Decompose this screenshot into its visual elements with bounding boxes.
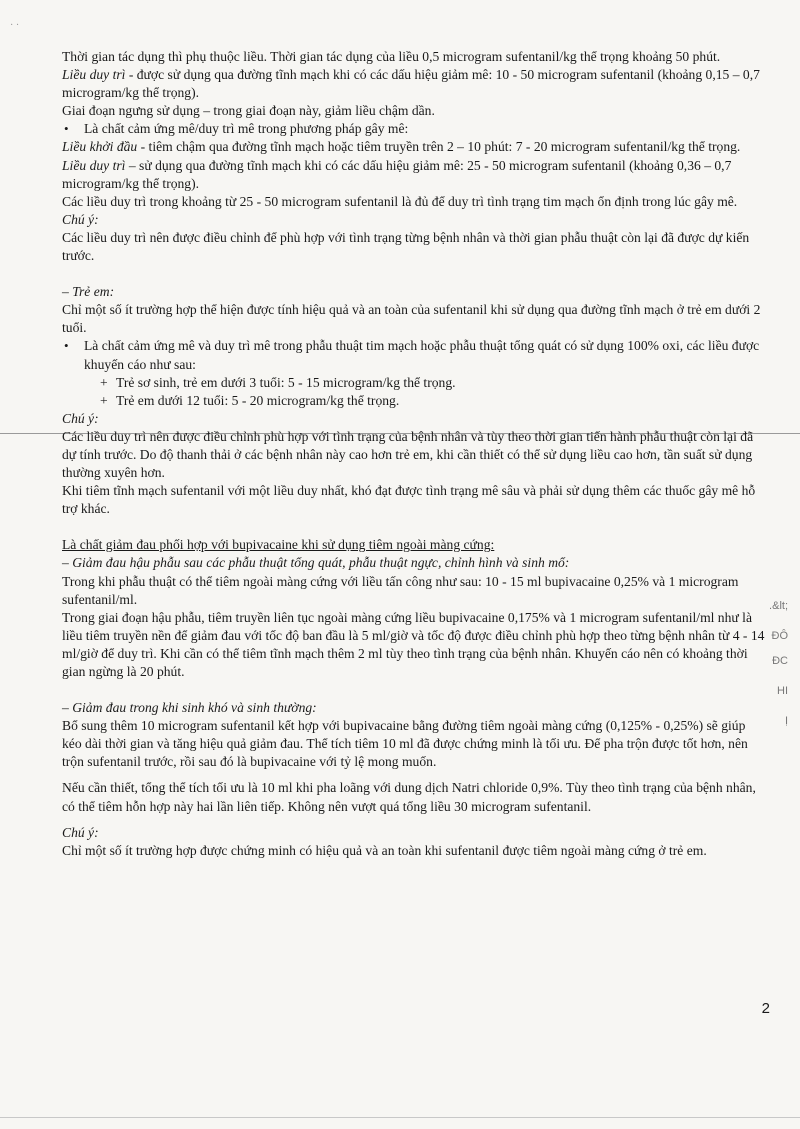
scan-dots: · · <box>10 20 20 31</box>
paragraph: Trong khi phẫu thuật có thể tiêm ngoài màng cứng với liều tấn công như sau: 10 - 15 ml bupivacaine 0,25% và 1 microgram sufentanil/ml. <box>62 573 739 607</box>
paragraph: Thời gian tác dụng thì phụ thuộc liều. Thời gian tác dụng của liều 0,5 microgram sufentanil/kg thể trọng khoảng 50 phút. <box>62 49 721 64</box>
subsection-heading: – Giảm đau hậu phẫu sau các phẫu thuật tổng quát, phẫu thuật ngực, chỉnh hình và sinh mổ: <box>62 555 570 571</box>
paragraph: Liều khởi đầu - tiêm chậm qua đường tĩnh mạch hoặc tiêm truyền trên 2 – 10 phút: 7 - 20 microgram sufentanil/kg thể trọng. <box>62 139 741 155</box>
sub-item: + Trẻ em dưới 12 tuổi: 5 - 20 microgram/kg thể trọng. <box>62 392 768 410</box>
paragraph: Liều duy trì – sử dụng qua đường tĩnh mạch khi có các dấu hiệu giảm mê: 25 - 50 microgram sufentanil (khoảng 0,36 – 0,7 microgram/kg thể trọng). <box>62 157 732 191</box>
paragraph: Các liều duy trì nên được điều chỉnh phù hợp với tình trạng của bệnh nhân và tùy theo thời gian tiến hành phẫu thuật còn lại đã dự tính trước. Do độ thanh thải ở các bệnh nhân này cao hơn trẻ em, khi cần thiết có thể sử dụng liều cao hơn, tần suất sử dụng thường xuyên hơn. <box>62 428 754 481</box>
scan-bottom-line <box>0 1117 800 1118</box>
plus-icon: + <box>100 374 108 390</box>
sub-item: + Trẻ sơ sinh, trẻ em dưới 3 tuổi: 5 - 15 microgram/kg thể trọng. <box>62 374 768 392</box>
margin-stamp-mark: Ị <box>784 715 788 727</box>
paragraph: Chỉ một số ít trường hợp thể hiện được tính hiệu quả và an toàn của sufentanil khi sử dụng qua đường tĩnh mạch ở trẻ em dưới 2 tuổi. <box>62 302 761 336</box>
paragraph: Khi tiêm tĩnh mạch sufentanil với một liều duy nhất, khó đạt được tình trạng mê sâu và phải sử dụng thêm các thuốc gây mê hỗ trợ khác. <box>62 483 756 517</box>
margin-stamp-mark: ĐC <box>772 655 788 667</box>
paragraph: Bổ sung thêm 10 microgram sufentanil kết hợp với bupivacaine bằng đường tiêm ngoài màng cứng (0,125% - 0,25%) sẽ giúp kéo dài thời gian và tăng hiệu quả giảm đau. Thể tích tiêm 10 ml đã được chứng minh là tối ưu. Để pha trộn được tốt hơn, nên trộn sufentanil trước, rồi sau đó là bupivacaine với tỷ lệ mong muốn. <box>62 718 748 770</box>
paragraph: Trong giai đoạn hậu phẫu, tiêm truyền liên tục ngoài màng cứng liều bupivacaine 0,175% và 1 microgram sufentanil/ml như là liều tiêm truyền nền để giảm đau với tốc độ ban đầu là 5 ml/giờ và tốc độ được điều chỉnh phù hợp theo từng bệnh nhân từ 4 - 14 ml/giờ để duy trì. Khi cần có thể tiêm tĩnh mạch thêm 2 ml tùy theo tình trạng của bệnh nhân. Khuyến cáo nên có khoảng thời gian ngừng là 20 phút. <box>62 609 765 679</box>
paragraph: Các liều duy trì trong khoảng từ 25 - 50 microgram sufentanil là đủ để duy trì tình trạng tim mạch ổn định trong lúc gây mê. <box>62 193 738 209</box>
page-number: 2 <box>761 1000 770 1017</box>
margin-stamp-mark: HI <box>777 685 788 697</box>
bullet-item: • Là chất cảm ứng mê/duy trì mê trong phương pháp gây mê: <box>62 120 768 138</box>
paragraph: Chỉ một số ít trường hợp được chứng minh có hiệu quả và an toàn khi sufentanil được tiêm ngoài màng cứng ở trẻ em. <box>62 842 707 858</box>
note-heading: Chú ý: <box>62 824 99 840</box>
note-heading: Chú ý: <box>62 410 99 426</box>
section-heading-children: – Trẻ em: <box>62 284 115 300</box>
paragraph: Các liều duy trì nên được điều chỉnh để phù hợp với tình trạng từng bệnh nhân và thời gian phẫu thuật còn lại đã được dự kiến trước. <box>62 229 750 264</box>
note-heading: Chú ý: <box>62 211 99 227</box>
subsection-heading: – Giảm đau trong khi sinh khó và sinh thường: <box>62 700 317 716</box>
bullet-item: • Là chất cảm ứng mê và duy trì mê trong phẫu thuật tim mạch hoặc phẫu thuật tổng quát có sử dụng 100% oxi, các liều được khuyến cáo như sau: <box>62 337 768 373</box>
paragraph: Nếu cần thiết, tổng thể tích tối ưu là 10 ml khi pha loãng với dung dịch Natri chloride 0,9%. Tùy theo tình trạng của bệnh nhân, có thể tiêm hỗn hợp này hai lần liên tiếp. Không nên vượt quá tổng liều 30 microgram sufentanil. <box>62 780 756 814</box>
section-heading-epidural: Là chất giảm đau phối hợp với bupivacaine khi sử dụng tiêm ngoài màng cứng: <box>62 537 495 553</box>
margin-stamp-mark: .&lt; <box>769 600 788 612</box>
paragraph: Giai đoạn ngưng sử dụng – trong giai đoạn này, giảm liều chậm dần. <box>62 103 435 119</box>
margin-stamp-mark: ĐÔ <box>771 630 788 642</box>
document-page <box>62 48 768 860</box>
paragraph: Liều duy trì - được sử dụng qua đường tĩnh mạch khi có các dấu hiệu giảm mê: 10 - 50 microgram sufentanil (khoảng 0,15 – 0,7 microgram/kg thể trọng). <box>62 67 760 101</box>
plus-icon: + <box>100 392 108 408</box>
